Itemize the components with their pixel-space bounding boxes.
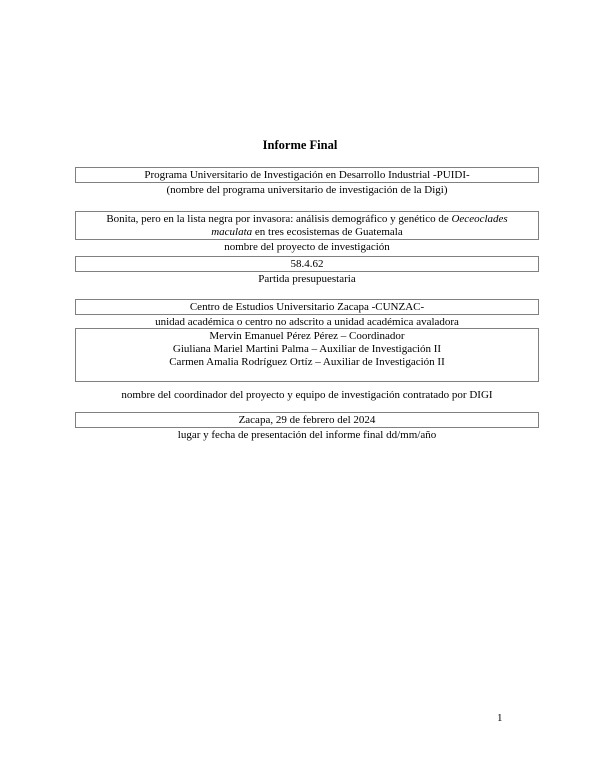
place-date-box: [75, 412, 539, 428]
species-epithet-italic: maculata: [211, 225, 253, 238]
page-title: Informe Final: [262, 138, 338, 152]
project-field: [75, 211, 539, 255]
team-caption: nombre del coordinador del proyecto y equipo de investigación contratado por DIGI: [121, 388, 493, 401]
project-line-1: Bonita, pero en la lista negra por invasora: análisis demográfico y genético de Oeceoclades: [106, 212, 508, 225]
program-field: [75, 167, 539, 198]
place-date-value: Zacapa, 29 de febrero del 2024: [238, 413, 376, 426]
program-value: Programa Universitario de Investigación en Desarrollo Industrial -PUIDI-: [144, 168, 470, 181]
team-member-auxiliar-2: Carmen Amalia Rodríguez Ortíz – Auxiliar de Investigación II: [169, 355, 445, 368]
program-box: [75, 167, 539, 183]
team-member-coordinator: Mervin Emanuel Pérez Pérez – Coordinador: [209, 329, 405, 342]
team-field: [75, 328, 539, 402]
species-genus-italic: Oeceoclades: [451, 212, 508, 225]
team-member-auxiliar-1: Giuliana Mariel Martini Palma – Auxiliar de Investigación II: [172, 342, 442, 355]
project-box: [75, 211, 539, 240]
project-caption: nombre del proyecto de investigación: [224, 241, 390, 253]
budget-value: 58.4.62: [290, 257, 324, 270]
budget-box: [75, 256, 539, 272]
team-box: [75, 328, 539, 382]
place-date-field: [75, 412, 539, 443]
academic-unit-caption: unidad académica o centro no adscrito a unidad académica avaladora: [155, 316, 459, 328]
page-number: 1: [497, 712, 503, 724]
academic-unit-value: Centro de Estudios Universitario Zacapa -CUNZAC-: [189, 300, 425, 313]
project-line-2: maculata en tres ecosistemas de Guatemala: [211, 225, 403, 238]
budget-field: [75, 256, 539, 287]
academic-unit-box: [75, 299, 539, 315]
program-caption: (nombre del programa universitario de investigación de la Digi): [166, 184, 448, 196]
budget-caption: Partida presupuestaria: [258, 273, 356, 285]
academic-unit-field: [75, 299, 539, 330]
place-date-caption: lugar y fecha de presentación del informe final dd/mm/año: [177, 429, 437, 441]
